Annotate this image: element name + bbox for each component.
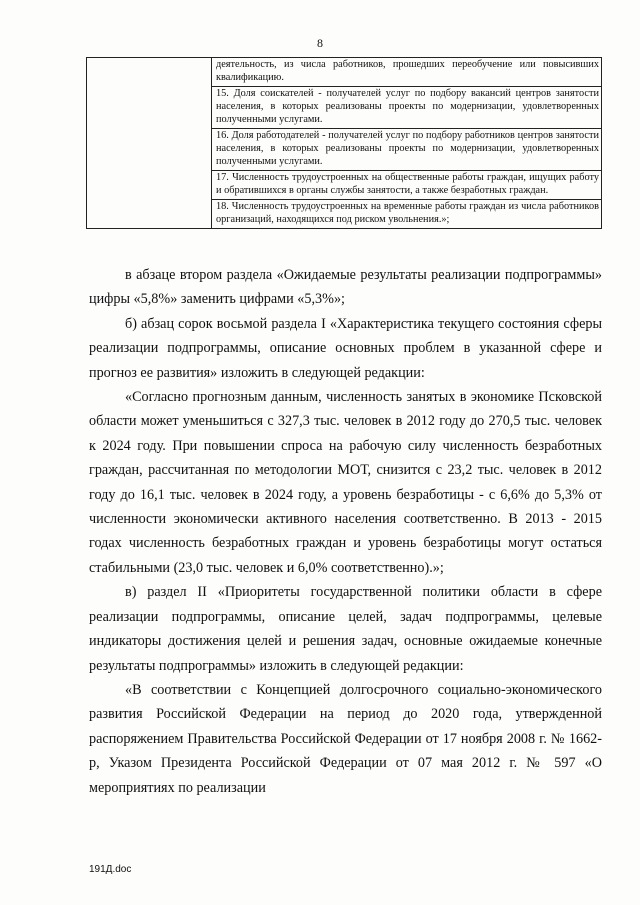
table-row-text: 15. Доля соискателей - получателей услуг по подбору вакансий центров занятости населения, в которых реализованы проекты по модернизации, удовлетворенных полученными услугами. [216, 88, 599, 125]
document-body [89, 263, 602, 800]
indicators-table [86, 57, 602, 229]
table-row-text: 17. Численность трудоустроенных на общественные работы граждан, ищущих работу и обратившихся в органы службы занятости, а также безработных граждан. [216, 172, 599, 196]
file-name-footer: 191Д.doc [89, 864, 132, 875]
table-row [87, 58, 602, 87]
table-row-text: деятельность, из числа работников, прошедших переобучение или повысивших квалификацию. [216, 59, 599, 83]
paragraph: «Согласно прогнозным данным, численность занятых в экономике Псковской области может уменьшиться с 327,3 тыс. человек в 2012 году до 270,5 тыс. человек к 2024 году. При повышении спроса на рабочую силу численность безработных граждан, рассчитанная по методологии МОТ, снизится с 23,2 тыс. человек в 2012 году до 16,1 тыс. человек в 2024 году, а уровень безработицы - с 6,6% до 5,3% от численности экономически активного населения соответственно. В 2013 - 2015 годах численность безработных граждан и уровень безработицы могут остаться стабильными (23,0 тыс. человек и 6,0% соответственно).»; [89, 389, 602, 576]
table-cell [212, 129, 602, 171]
paragraph: в) раздел II «Приоритеты государственной политики области в сфере реализации подпрограммы, описание целей, задач подпрограммы, целевые индикаторы достижения целей и решения задач, основные ожидаемые конечные результаты подпрограммы» изложить в следующей редакции: [89, 584, 602, 674]
paragraph: «В соответствии с Концепцией долгосрочного социально-экономического развития Российской Федерации на период до 2020 года, утвержденной распоряжением Правительства Российской Федерации от 17 ноября 2008 г. № 1662-р, Указом Президента Российской Федерации от 07 мая 2012 г. № 597 «О мероприятиях по реализации [89, 681, 602, 796]
table-cell [212, 171, 602, 200]
table-cell [212, 58, 602, 87]
table-left-cell [87, 58, 212, 229]
paragraph: в абзаце втором раздела «Ожидаемые результаты реализации подпрограммы» цифры «5,8%» заменить цифрами «5,3%»; [89, 267, 602, 308]
table-cell [212, 87, 602, 129]
page-number: 8 [317, 36, 323, 50]
table-row-text: 18. Численность трудоустроенных на временные работы граждан из числа работников организаций, находящихся под риском увольнения.»; [216, 201, 599, 225]
table-row-text: 16. Доля работодателей - получателей услуг по подбору работников центров занятости населения, в которых реализованы проекты по модернизации, удовлетворенных полученными услугами. [216, 130, 599, 167]
paragraph: б) абзац сорок восьмой раздела I «Характеристика текущего состояния сферы реализации подпрограммы, описание основных проблем в указанной сфере и прогноз ее развития» изложить в следующей редакции: [89, 315, 602, 381]
table-cell [212, 200, 602, 229]
